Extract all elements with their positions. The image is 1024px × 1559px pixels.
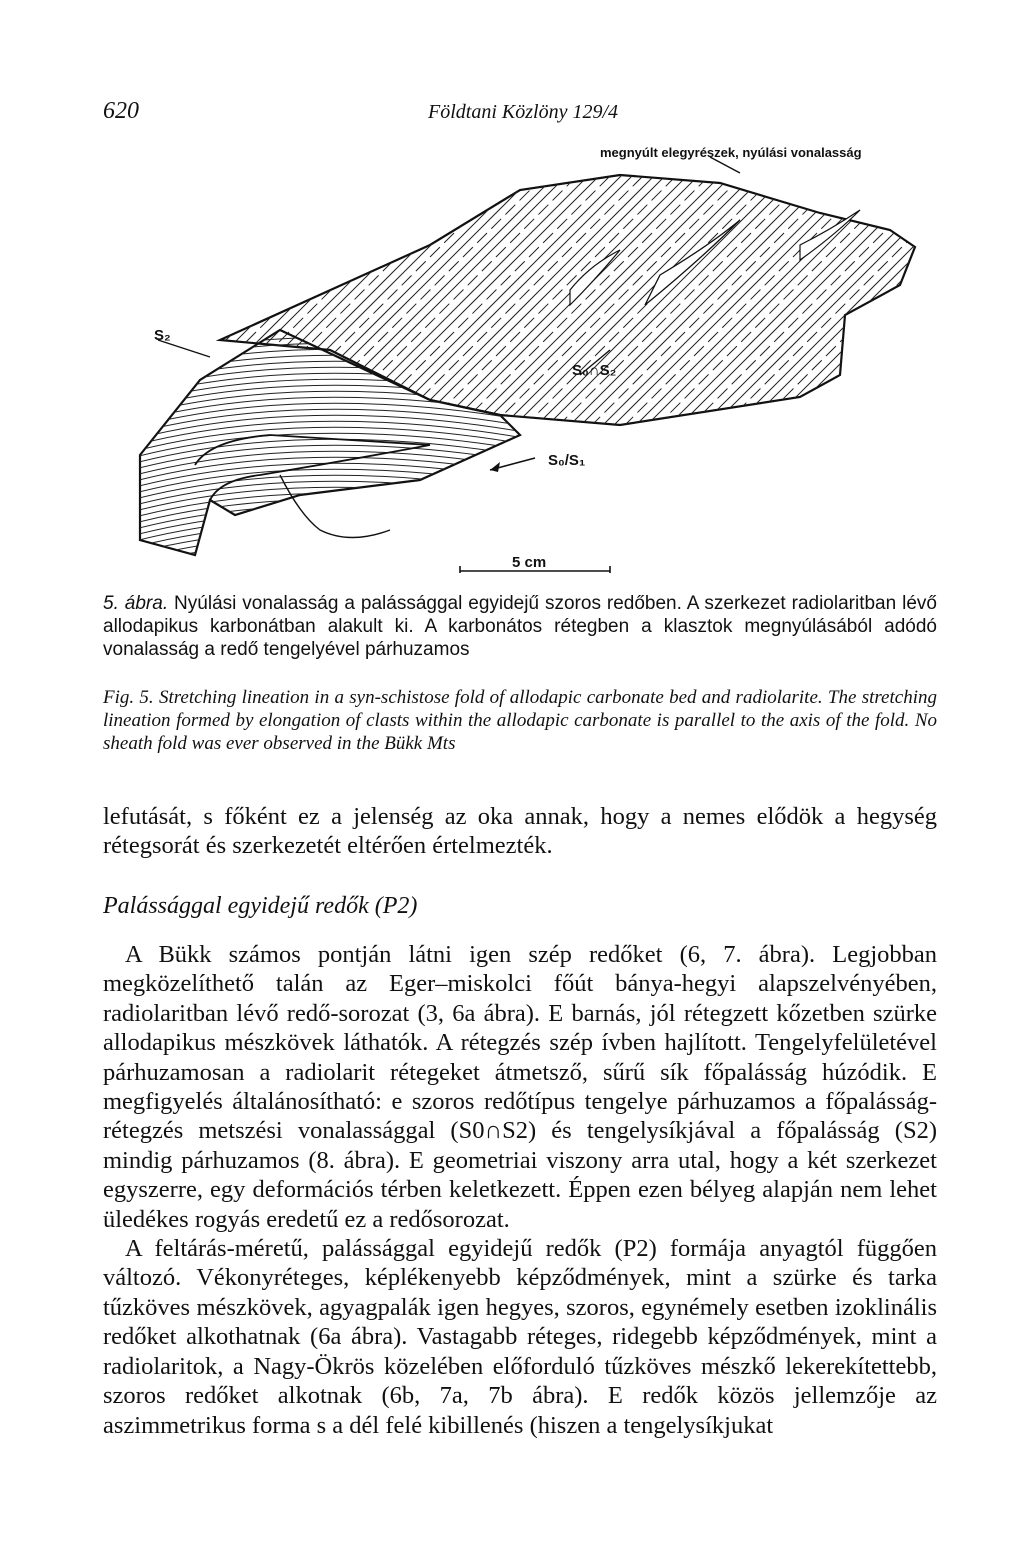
lower-slab-outline: [140, 330, 520, 555]
figure-fold-sketch: [100, 135, 940, 585]
figure-caption-hungarian: [103, 592, 937, 661]
body-text: [103, 940, 937, 1440]
label-stretched-clasts: megnyúlt elegyrészek, nyúlási vonalasság: [600, 145, 862, 160]
elongated-clast: [570, 250, 620, 305]
scale-label: 5 cm: [512, 554, 547, 571]
running-head: Földtani Közlöny 129/4: [428, 101, 618, 123]
body-paragraph: lefutását, s főként ez a jelenség az oka annak, hogy a nemes elődök a hegység rétegsorát és szerkezetét eltérően értelmezték.: [103, 803, 937, 859]
body-paragraph: A Bükk számos pontján látni igen szép redőket (6, 7. ábra). Legjobban megközelíthető talán az Eger–miskolci főút bánya-hegyi alapszelvényében, radiolaritban lévő redő-sorozat (3, 6a ábra). E barnás, jól rétegzett kőzetben szürke allodapikus mészkövek láthatók. A rétegzés szép ívben hajlított. Tengelyfelületével párhuzamosan a radiolarit rétegeket átmetsző, sűrű sík főpalásság húzódik. E megfigyelés általánosítható: e szoros redőtípus tengelye párhuzamos a főpalásság-rétegzés metszési vonalassággal (S0∩S2) és tengelysíkjával a főpalásság (S2) mindig párhuzamos (8. ábra). E geometriai viszony arra utal, hogy a két szerkezet egyszerre, egy deformációs térben keletkezett. Éppen ezen bélyeg alapján nem lehet üledékes rogyás eredetű ez a redősorozat.: [103, 941, 937, 1233]
caption-lead: 5. ábra.: [103, 593, 169, 614]
upper-slab-outline: [220, 175, 915, 425]
caption-text: Nyúlási vonalasság a palássággal egyidejű szoros redőben. A szerkezet radiolaritban lévő allodapikus karbonátban alakult ki. A karbonátos rétegben a klasztok megnyúlásából adódó vonalasság a redő tengelyével párhuzamos: [103, 593, 937, 660]
fold-hinge: [195, 435, 430, 500]
elongated-clast: [645, 220, 740, 305]
lower-slab-bedding: [120, 337, 530, 585]
fold-hinge: [280, 475, 390, 538]
label-s0-s1: S₀/S₁: [548, 452, 586, 469]
body-paragraph: A feltárás-méretű, palássággal egyidejű redők (P2) formája anyagtól függően változó. Vékonyréteges, képlékenyebb képződmények, mint a szürke és tarka tűzköves mészkövek, agyagpalák igen hegyes, szoros, egynémely esetben izoklinális redőket alkothatnak (6a ábra). Vastagabb réteges, ridegebb képződmények, mint a radiolaritok, a Nagy-Ökrös közelében előforduló tűzköves mészkő lekerekítettebb, szoros redőket alkotnak (6b, 7a, 7b ábra). E redők közös jellemzője az aszimmetrikus forma s a dél felé kibillenés (hiszen a tengelysíkjukat: [103, 1235, 937, 1439]
label-s2: S₂: [154, 327, 171, 344]
page-number: 620: [103, 98, 139, 124]
figure-caption-english: Fig. 5. Stretching lineation in a syn-schistose fold of allodapic carbonate bed and radiolarite. The stretching lineation formed by elongation of clasts within the allodapic carbonate is parallel to the axis of the fold. No sheath fold was ever observed in the Bükk Mts: [103, 687, 937, 754]
label-s0-cap-s2: S₀∩S₂: [572, 362, 617, 379]
section-heading: Palássággal egyidejű redők (P2): [103, 893, 418, 919]
fold-drawing: [100, 135, 940, 585]
